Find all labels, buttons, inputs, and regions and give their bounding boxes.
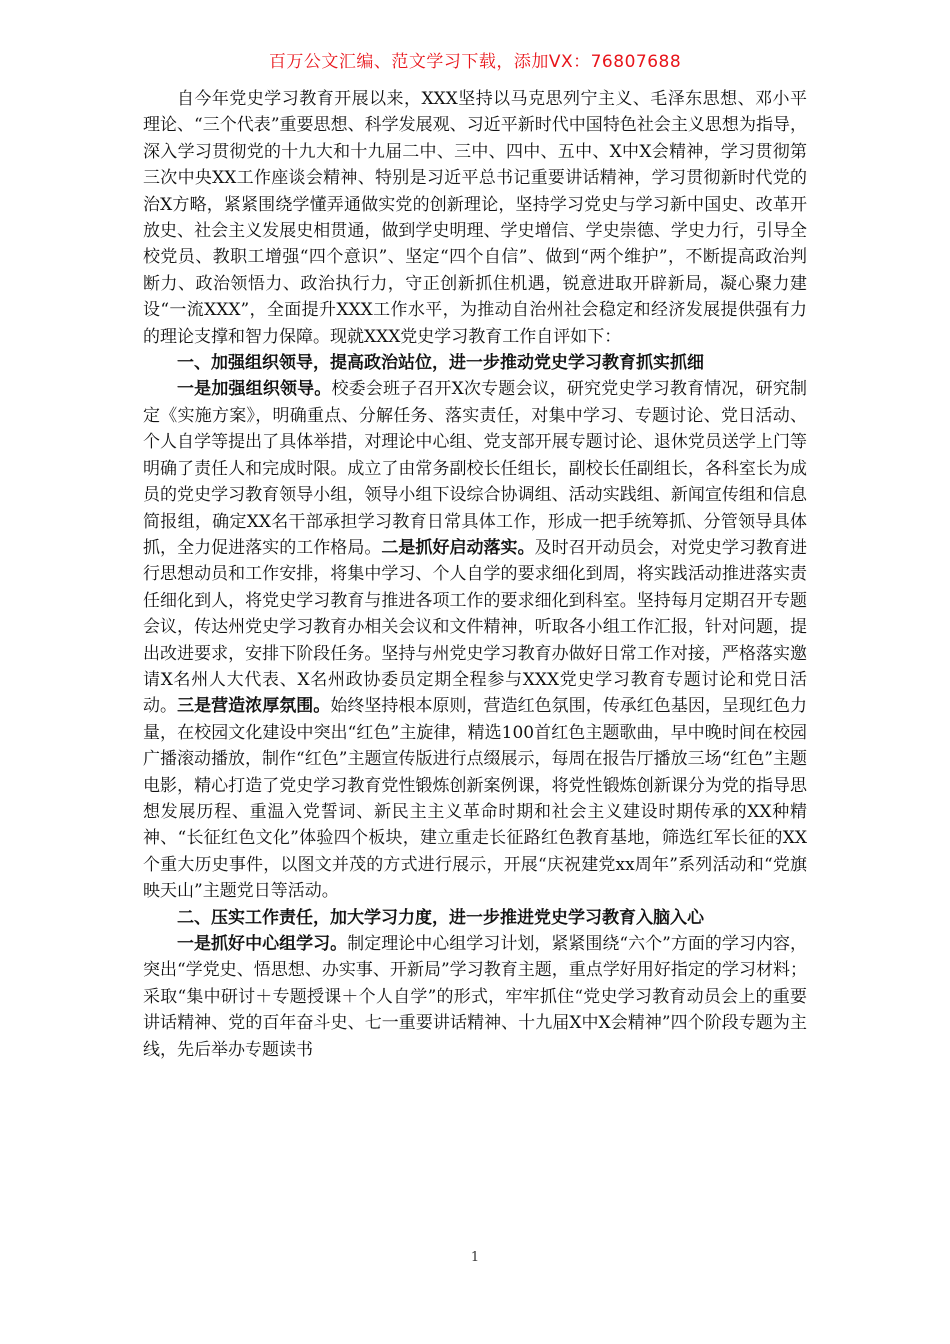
section-2-lead-1: 一是抓好中心组学习。 [177,934,348,954]
section-2-paragraph [143,931,807,1063]
section-2-text-1: 制定理论中心组学习计划，紧紧围绕“六个”方面的学习内容，突出“学党史、悟思想、办实事、开新局”学习教育主题，重点学好用好指定的学习材料；采取“集中研讨＋专题授课＋个人自学”的形式，牢牢抓住“党史学习教育动员会上的重要讲话精神、党的百年奋斗史、七一重要讲话精神、十九届X中X会精神”四个阶段专题为主线，先后举办专题读书 [143,934,807,1060]
header-banner: 百万公文汇编、范文学习下载，添加VX：76807688 [268,52,682,72]
section-1-paragraph [143,376,807,904]
intro-paragraph: 自今年党史学习教育开展以来，XXX坚持以马克思列宁主义、毛泽东思想、邓小平理论、“三个代表”重要思想、科学发展观、习近平新时代中国特色社会主义思想为指导，深入学习贯彻党的十九大和十九届二中、三中、四中、五中、X中X会精神，学习贯彻第三次中央XX工作座谈会精神、特别是习近平总书记重要讲话精神，学习贯彻新时代党的治X方略，紧紧围绕学懂弄通做实党的创新理论，坚持学习党史与学习新中国史、改革开放史、社会主义发展史相贯通，做到学史明理、学史增信、学史崇德、学史力行，引导全校党员、教职工增强“四个意识”、坚定“四个自信”、做到“两个维护”，不断提高政治判断力、政治领悟力、政治执行力，守正创新抓住机遇，锐意进取开辟新局，凝心聚力建设“一流XXX”，全面提升XXX工作水平，为推动自治州社会稳定和经济发展提供强有力的理论支撑和智力保障。现就XXX党史学习教育工作自评如下： [143,89,807,347]
section-1-text-1: 校委会班子召开X次专题会议，研究党史学习教育情况，研究制定《实施方案》，明确重点、分解任务、落实责任，对集中学习、专题讨论、党日活动、个人自学等提出了具体举措，对理论中心组、党支部开展专题讨论、退休党员送学上门等明确了责任人和完成时限。成立了由常务副校长任组长，副校长任副组长，各科室长为成员的党史学习教育领导小组，领导小组下设综合协调组、活动实践组、新闻宣传组和信息简报组，确定XX名干部承担学习教育日常具体工作，形成一把手统筹抓、分管领导具体抓，全力促进落实的工作格局。 [143,379,808,558]
section-1-lead-2: 二是抓好启动落实。 [381,537,535,558]
section-1-text-3: 始终坚持根本原则，营造红色氛围，传承红色基因，呈现红色力量，在校园文化建设中突出“红色”主旋律，精选100首红色主题歌曲，早中晚时间在校园广播滚动播放，制作“红色”主题宣传版进行点缀展示，每周在报告厅播放三场“红色”主题电影，精心打造了党史学习教育党性锻炼创新案例课，将党性锻炼创新课分为党的指导思想发展历程、重温入党誓词、新民主主义革命时期和社会主义建设时期传承的XX种精神、“长征红色文化”体验四个板块，建立重走长征路红色教育基地，筛选红军长征的XX个重大历史事件，以图文并茂的方式进行展示，开展“庆祝建党xx周年”系列活动和“党旗映天山”主题党日等活动。 [143,696,808,902]
section-1-heading: 一、加强组织领导，提高政治站位，进一步推动党史学习教育抓实抓细 [177,353,704,374]
section-2-heading: 二、压实工作责任，加大学习力度，进一步推进党史学习教育入脑入心 [177,907,704,928]
document-body [143,86,807,1063]
page-number: 1 [470,1250,480,1265]
section-1-lead-1: 一是加强组织领导。 [177,379,332,400]
section-1-lead-3: 三是营造浓厚氛围。 [177,696,331,717]
section-1-text-2: 及时召开动员会，对党史学习教育进行思想动员和工作安排，将集中学习、个人自学的要求细化到周，将实践活动推进落实责任细化到人，将党史学习教育与推进各项工作的要求细化到科室。坚持每月定期召开专题会议，传达州党史学习教育办相关会议和文件精神，听取各小组工作汇报，针对问题，提出改进要求，安排下阶段任务。坚持与州党史学习教育办做好日常工作对接，严格落实邀请X名州人大代表、X名州政协委员定期全程参与XXX党史学习教育专题讨论和党日活动。 [143,537,808,717]
